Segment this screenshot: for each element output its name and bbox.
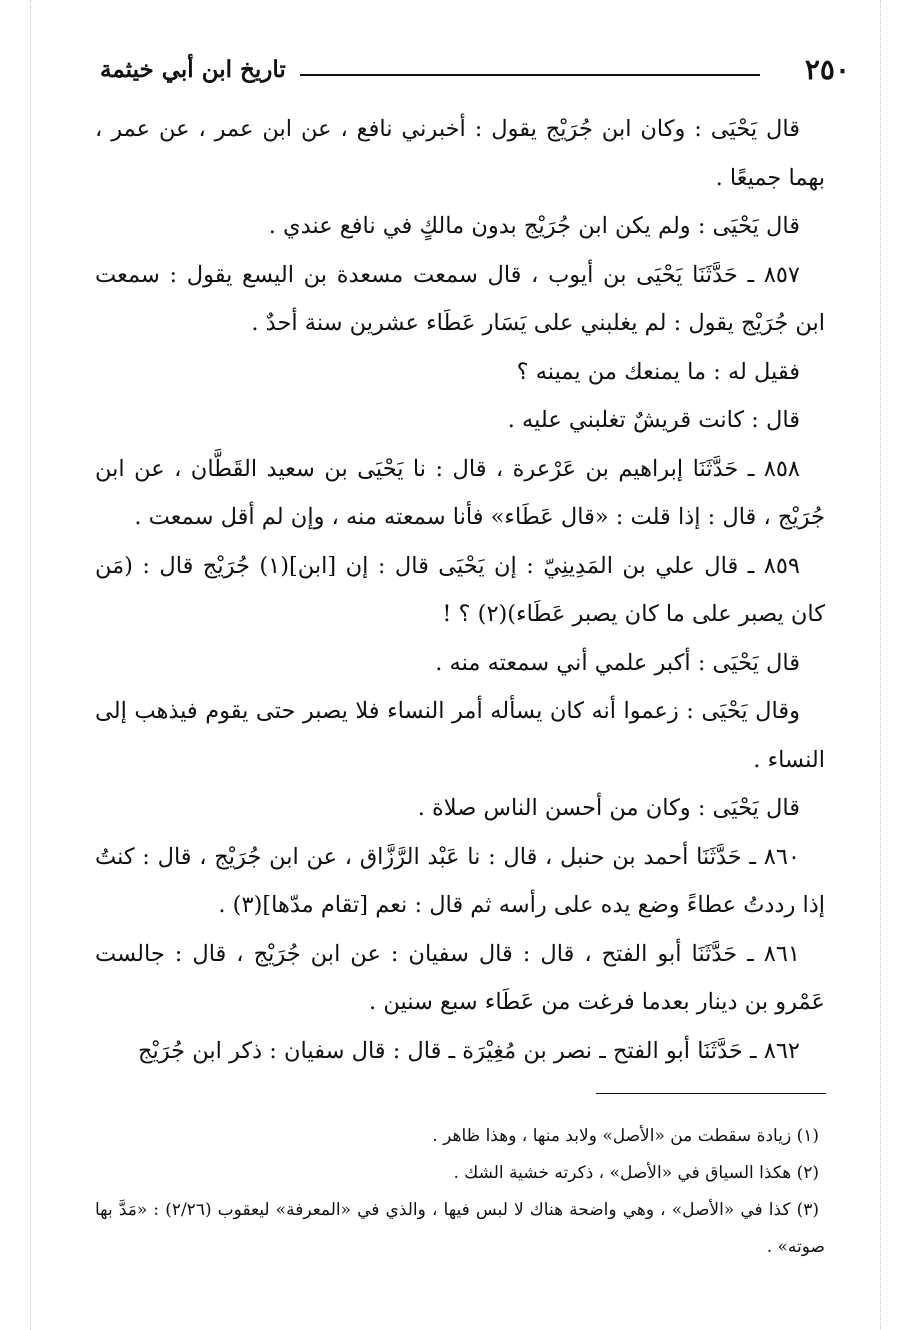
body-text (95, 105, 825, 1075)
page-header (100, 50, 850, 90)
header-rule (300, 74, 760, 76)
paragraph: قال يَحْيَى : ولم يكن ابن جُرَيْج بدون مالكٍ في نافع عندي . (268, 213, 800, 239)
scan-edge-left (30, 0, 31, 1330)
paragraph: قال يَحْيَى : أكبر علمي أني سمعته منه . (435, 649, 800, 676)
paragraph: قال : كانت قريشٌ تغلبني عليه . (507, 407, 800, 433)
paragraph: ٨٦٠ ـ حَدَّثَنَا أحمد بن حنبل ، قال : نا عَبْد الرَّزَّاق ، عن ابن جُرَيْج ، قال : كنتُ إذا رددتُ عطاءً وضع يده على رأسه ثم قال : نعم [تقام مدّها](٣) . (95, 843, 825, 918)
paragraph: قال يَحْيَى : وكان ابن جُرَيْج يقول : أخبرني نافع ، عن ابن عمر ، عن عمر ، بهما جميعًا . (95, 116, 825, 191)
page-number: ٢٥٠ (804, 53, 850, 86)
paragraph: فقيل له : ما يمنعك من يمينه ؟ (516, 358, 800, 385)
footnotes (95, 1118, 825, 1266)
footnote-separator (596, 1093, 826, 1094)
footnote: (٢) هكذا السياق في «الأصل» ، ذكرته خشية الشك . (453, 1163, 819, 1183)
paragraph: وقال يَحْيَى : زعموا أنه كان يسأله أمر النساء فلا يصبر حتى يقوم فيذهب إلى النساء . (95, 698, 825, 773)
footnote: (١) زيادة سقطت من «الأصل» ولابد منها ، وهذا ظاهر . (432, 1126, 819, 1146)
paragraph: ٨٦٢ ـ حَدَّثَنَا أبو الفتح ـ نصر بن مُغِيْرَة ـ قال : قال سفيان : ذكر ابن جُرَيْج (137, 1037, 800, 1064)
book-title: تاريخ ابن أبي خيثمة (100, 56, 286, 83)
scan-edge-right (880, 0, 881, 1330)
paragraph: ٨٥٧ ـ حَدَّثَنَا يَحْيَى بن أيوب ، قال سمعت مسعدة بن اليسع يقول : سمعت ابن جُرَيْج يقول : لم يغلبني على يَسَار عَطَاء عشرين سنة أحدٌ . (95, 261, 825, 336)
paragraph: ٨٥٨ ـ حَدَّثَنَا إبراهيم بن عَرْعرة ، قال : نا يَحْيَى بن سعيد القَطَّان ، عن ابن جُرَيْج ، قال : إذا قلت : «قال عَطَاء» فأنا سمعته منه ، وإن لم أقل سمعت . (95, 455, 825, 530)
paragraph: ٨٦١ ـ حَدَّثَنَا أبو الفتح ، قال : قال سفيان : عن ابن جُرَيْج ، قال : جالست عَمْرو بن دينار بعدما فرغت من عَطَاء سبع سنين . (95, 940, 825, 1015)
footnote: (٣) كذا في «الأصل» ، وهي واضحة هناك لا لبس فيها ، والذي في «المعرفة» ليعقوب (٢/٢٦) : «مَدَّ بها صوته» . (95, 1200, 825, 1257)
paragraph: قال يَحْيَى : وكان من أحسن الناس صلاة . (417, 795, 800, 821)
paragraph: ٨٥٩ ـ قال علي بن المَدِينِيّ : إن يَحْيَى قال : إن [ابن](١) جُرَيْج قال : (مَن كان يصبر على ما كان يصبر عَطَاء)(٢) ؟ ! (95, 552, 825, 627)
